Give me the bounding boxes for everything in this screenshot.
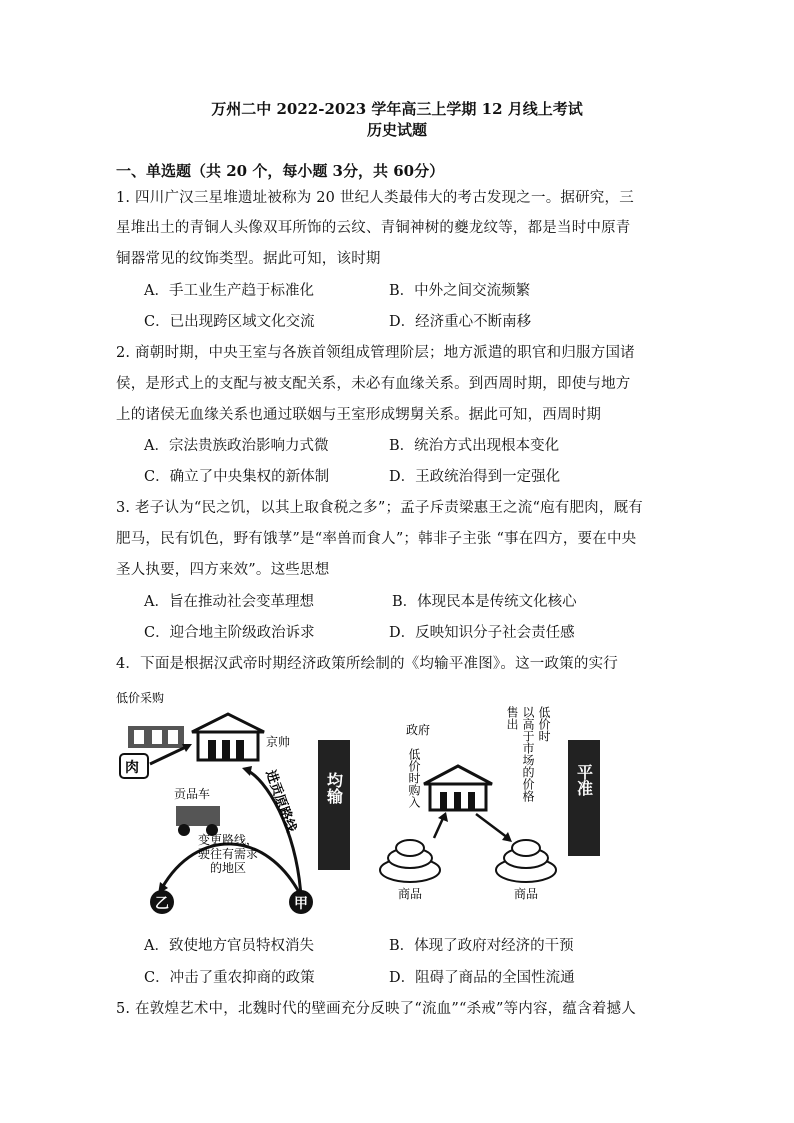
sell-arrow — [476, 814, 508, 838]
q1-option-b: B．中外之间交流频繁 — [389, 283, 531, 299]
q3-line-3: 圣人执要，四方来效”。这些思想 — [116, 562, 330, 578]
q4-option-c: C．冲击了重农抑商的政策 — [144, 970, 315, 986]
q1-line-1: 1. 四川广汉三星堆遗址被称为 20 世纪人类最伟大的考古发现之一。据研究，三 — [116, 190, 634, 206]
q1-option-c: C．已出现跨区域文化交流 — [144, 314, 315, 330]
change-route-line-2: 驶往有需求 — [197, 847, 259, 861]
exam-title: 万州二中 2022-2023 学年高三上学期 12 月线上考试 — [211, 100, 583, 118]
q1-option-d: D．经济重心不断南移 — [389, 314, 532, 330]
q2-option-b: B．统治方式出现根本变化 — [389, 438, 560, 454]
q4-line-1: 4．下面是根据汉武帝时期经济政策所绘制的《均输平准图》。这一政策的实行 — [116, 656, 618, 672]
q3-option-c: C．迎合地主阶级政治诉求 — [144, 625, 315, 641]
q3-option-d: D．反映知识分子社会责任感 — [389, 625, 575, 641]
q3-option-a: A．旨在推动社会变革理想 — [144, 594, 314, 610]
q2-option-a: A．宗法贵族政治影响力式微 — [144, 438, 329, 454]
q4-option-b: B．体现了政府对经济的干预 — [389, 938, 574, 954]
sell-high-label: 以高于市场的价格 — [521, 706, 535, 802]
route-label: 进贡原路线 — [262, 768, 299, 835]
buy-low-label: 低价时购入 — [407, 748, 421, 808]
junshu-pingzhun-figure — [116, 688, 686, 918]
q1-line-3: 铜器常见的纹饰类型。据此可知，该时期 — [116, 251, 381, 267]
government-building-icon — [424, 766, 492, 810]
government-label: 政府 — [406, 723, 431, 737]
goods-left-label: 商品 — [397, 887, 423, 901]
q2-line-1: 2. 商朝时期，中央王室与各族首领组成管理阶层；地方派遣的职官和归服方国诸 — [116, 345, 635, 361]
capital-building-icon — [192, 714, 264, 760]
capital-label: 京帅 — [266, 735, 291, 749]
sell-out-label: 售出 — [505, 706, 519, 730]
q5-line-1: 5. 在敦煌艺术中，北魏时代的壁画充分反映了“流血”“杀戒”等内容，蕴含着撼人 — [116, 1001, 636, 1017]
junshu-banner — [318, 740, 350, 870]
q3-option-b: B．体现民本是传统文化核心 — [392, 594, 577, 610]
change-route-line-3: 的地区 — [209, 861, 247, 875]
q4-option-d: D．阻碍了商品的全国性流通 — [389, 970, 575, 986]
change-route-line-1: 变更路线， — [197, 833, 259, 847]
goods-pile-left-icon — [380, 840, 440, 882]
q2-line-3: 上的诸侯无血缘关系也通过联姻与王室形成甥舅关系。据此可知，西周时期 — [116, 407, 602, 423]
exam-subtitle: 历史试题 — [366, 121, 427, 139]
q1-line-2: 星堆出土的青铜人头像双耳所饰的云纹、青铜神树的夔龙纹等，都是当时中原青 — [116, 220, 631, 236]
meat-label: 肉 — [125, 760, 139, 776]
yi-label: 乙 — [155, 896, 169, 912]
cart-label: 贡品车 — [174, 787, 211, 801]
junshu-label: 均输 — [324, 772, 344, 804]
q2-option-d: D．王政统治得到一定强化 — [389, 469, 561, 485]
goods-pile-right-icon — [496, 840, 556, 882]
pingzhun-label: 平准 — [574, 764, 594, 796]
goods-right-label: 商品 — [513, 887, 539, 901]
pingzhun-banner — [568, 740, 600, 856]
jia-label: 甲 — [294, 896, 308, 912]
section-heading: 一、单选题（共 20 个，每小题 3分，共 60分） — [116, 162, 445, 180]
q2-option-c: C．确立了中央集权的新体制 — [144, 469, 330, 485]
arrow-to-capital — [150, 746, 188, 764]
q1-option-a: A．手工业生产趋于标准化 — [144, 283, 314, 299]
route-arrow-icon — [242, 766, 252, 776]
sell-low-label: 低价时 — [537, 706, 551, 742]
tribute-cart-icon — [176, 806, 220, 836]
purchase-goods-icon — [128, 726, 184, 748]
low-price-purchase-label: 低价采购 — [116, 691, 165, 705]
q3-line-2: 肥马，民有饥色，野有饿莩”是“率兽而食人”；韩非子主张 “事在四方，要在中央 — [116, 531, 637, 547]
q3-line-1: 3. 老子认为“民之饥，以其上取食税之多”；孟子斥责梁惠王之流“庖有肥肉，厩有 — [116, 500, 643, 516]
q4-option-a: A．致使地方官员特权消失 — [144, 938, 314, 954]
q2-line-2: 侯，是形式上的支配与被支配关系，未必有血缘关系。到西周时期，即使与地方 — [116, 376, 631, 392]
